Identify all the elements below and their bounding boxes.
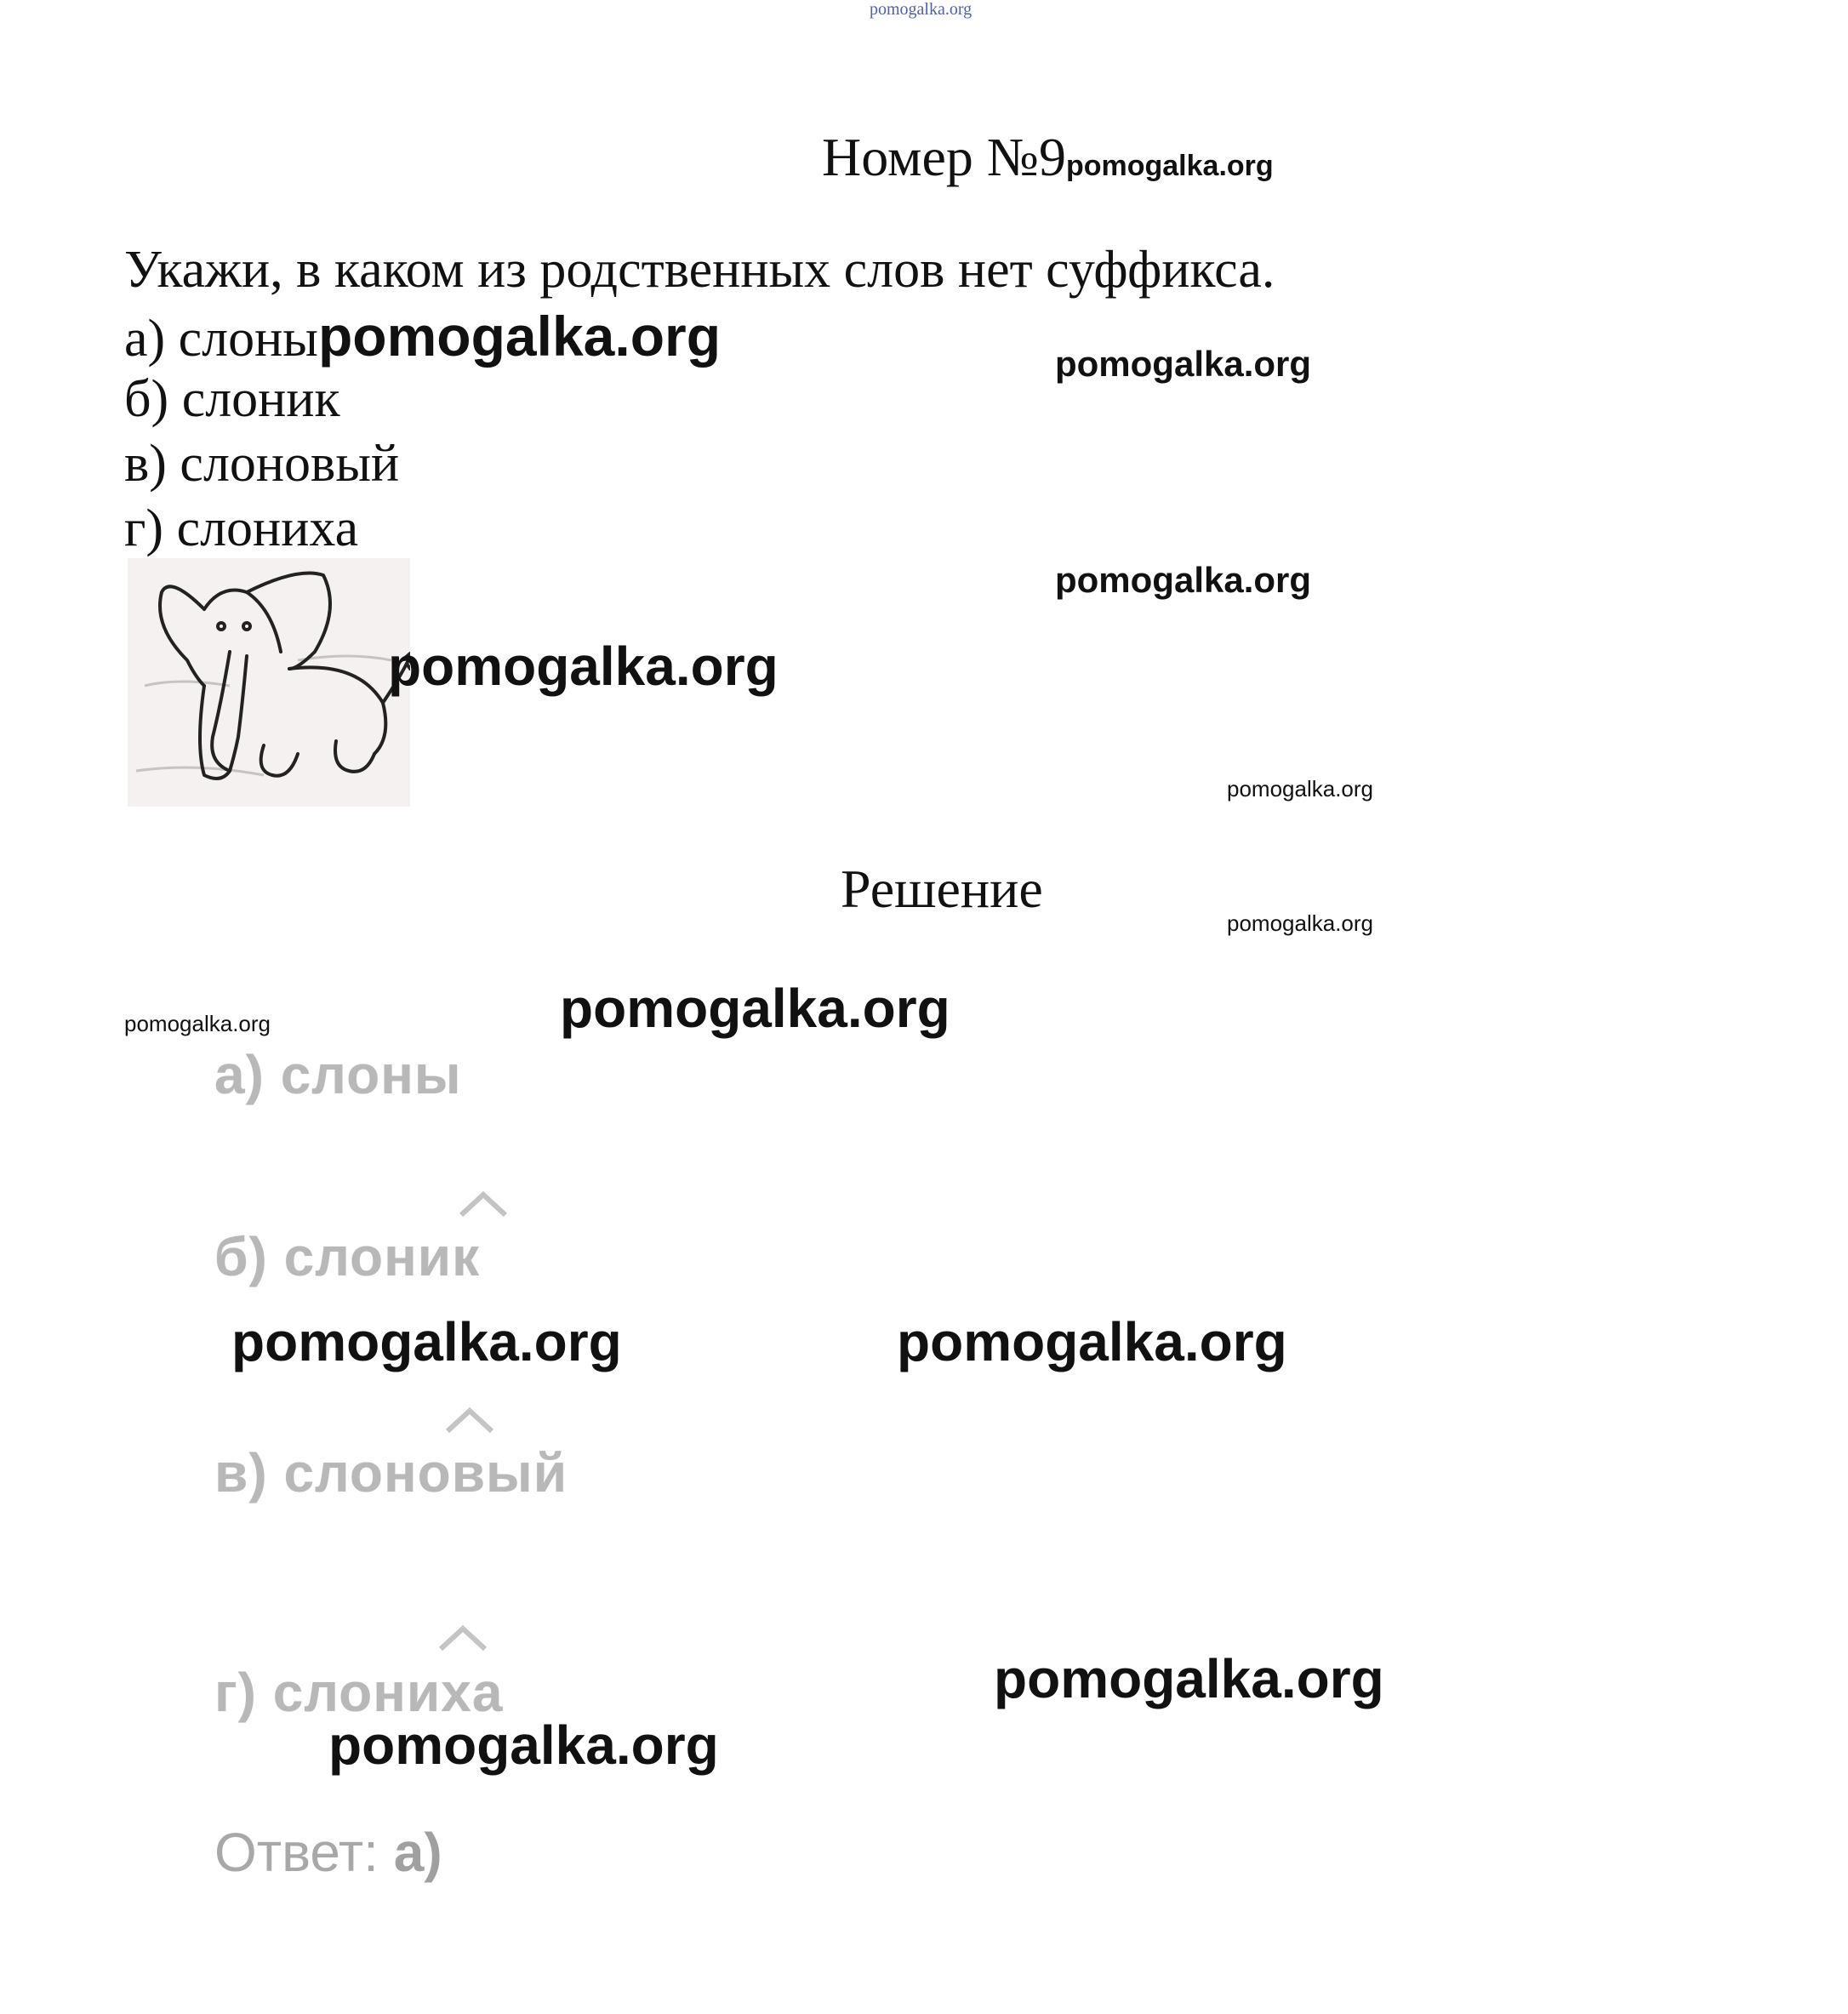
- solution-title: Решение: [841, 859, 1043, 919]
- task-option-b: б) слоник: [124, 370, 340, 428]
- suffix-mark-icon: [444, 1407, 495, 1433]
- suffix-mark-icon: [458, 1191, 509, 1217]
- solution-answer-c: в) слоновый: [214, 1442, 568, 1503]
- task-option-a: а) слоныpomogalka.org: [124, 305, 722, 368]
- watermark: pomogalka.org: [1065, 150, 1274, 182]
- watermark: pomogalka.org: [560, 978, 950, 1039]
- watermark: pomogalka.org: [1055, 344, 1312, 384]
- watermark: pomogalka.org: [231, 1311, 622, 1372]
- elephant-icon: [128, 558, 410, 807]
- watermark: pomogalka.org: [1227, 910, 1373, 936]
- watermark: pomogalka.org: [328, 1714, 719, 1776]
- task-option-c: в) слоновый: [124, 435, 400, 493]
- solution-answer-d: г) слониха: [214, 1662, 504, 1723]
- watermark: pomogalka.org: [994, 1648, 1384, 1709]
- watermark: pomogalka.org: [897, 1311, 1287, 1372]
- suffix-mark-icon: [437, 1625, 488, 1651]
- watermark: pomogalka.org: [124, 1011, 271, 1036]
- watermark: pomogalka.org: [1227, 776, 1373, 802]
- task-question: Укажи, в каком из родственных слов нет суффикса.: [124, 241, 1275, 299]
- watermark: pomogalka.org: [388, 636, 779, 697]
- final-answer-label: Ответ:: [214, 1822, 379, 1883]
- site-mark-top: pomogalka.org: [870, 0, 972, 19]
- page-title: [822, 126, 1274, 189]
- solution-answer-a: а) слоны: [214, 1044, 462, 1105]
- page-title-text: Номер №9: [822, 127, 1066, 187]
- task-option-d: г) слониха: [124, 499, 359, 557]
- final-answer-value: а): [393, 1822, 442, 1883]
- watermark: pomogalka.org: [1055, 560, 1312, 600]
- final-answer: [214, 1821, 442, 1884]
- elephant-picture: [128, 558, 410, 807]
- solution-answer-b: б) слоник: [214, 1226, 481, 1287]
- watermark: pomogalka.org: [317, 305, 722, 368]
